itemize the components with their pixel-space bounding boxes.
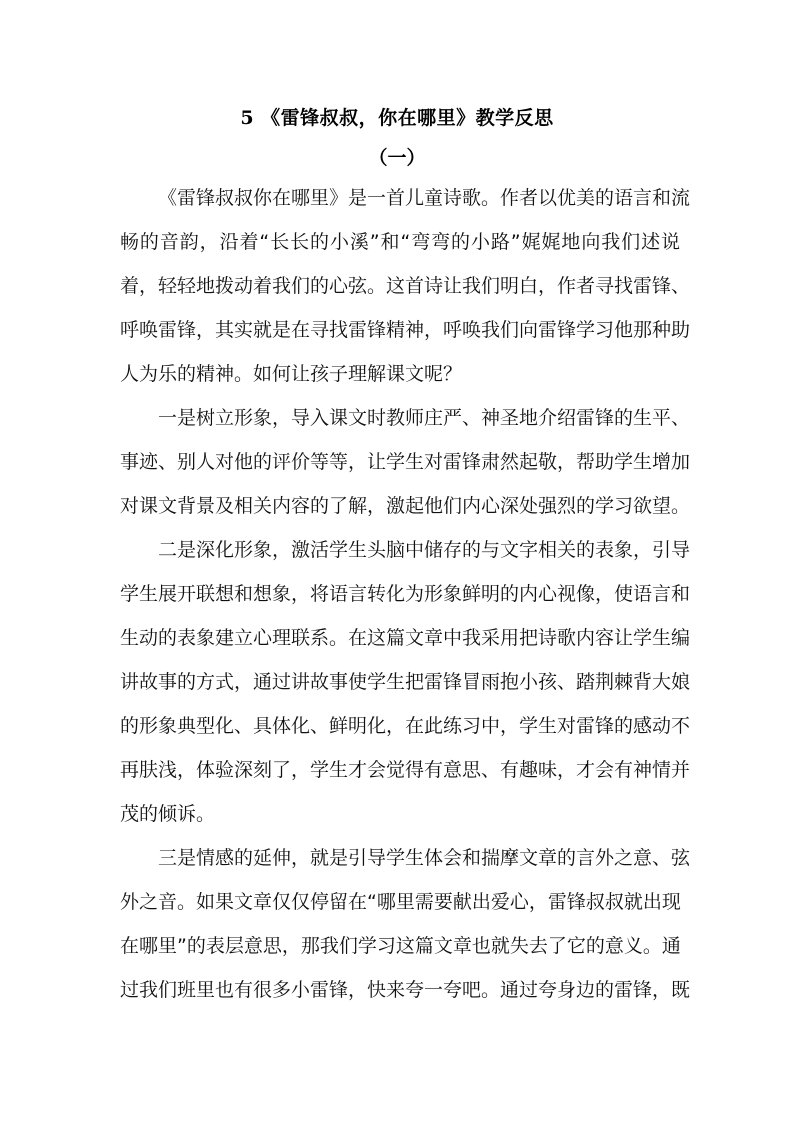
document-subtitle: （一） [368,147,426,169]
paragraph-3-line-7: 茂的倾诉。 [120,803,216,825]
paragraph-3-line-1: 二是深化形象，激活学生头脑中储存的与文字相关的表象，引导 [158,539,691,561]
paragraph-4-line-4: 过我们班里也有很多小雷锋，快来夸一夸吧。通过夸身边的雷锋，既 [120,979,691,1001]
paragraph-3-line-2: 学生展开联想和想象，将语言转化为形象鲜明的内心视像，使语言和 [120,583,691,605]
paragraph-2-line-3: 对课文背景及相关内容的了解，激起他们内心深处强烈的学习欲望。 [120,495,691,517]
paragraph-4-line-2: 外之音。如果文章仅仅停留在“哪里需要献出爱心，雷锋叔叔就出现 [120,891,681,913]
paragraph-2-line-2: 事迹、别人对他的评价等等，让学生对雷锋肃然起敬，帮助学生增加 [120,451,691,473]
paragraph-1-line-3: 着，轻轻地拨动着我们的心弦。这首诗让我们明白，作者寻找雷锋、 [120,275,691,297]
paragraph-1-line-5: 人为乐的精神。如何让孩子理解课文呢？ [120,363,463,385]
paragraph-1-line-1: 《雷锋叔叔你在哪里》是一首儿童诗歌。作者以优美的语言和流 [158,187,691,209]
paragraph-3-line-3: 生动的表象建立心理联系。在这篇文章中我采用把诗歌内容让学生编 [120,627,691,649]
paragraph-1-line-2: 畅的音韵，沿着“长长的小溪”和“弯弯的小路”娓娓地向我们述说 [120,231,680,253]
paragraph-3-line-6: 再肤浅，体验深刻了，学生才会觉得有意思、有趣味，才会有神情并 [120,759,691,781]
paragraph-3-line-5: 的形象典型化、具体化、鲜明化，在此练习中，学生对雷锋的感动不 [120,715,691,737]
paragraph-1-line-4: 呼唤雷锋，其实就是在寻找雷锋精神，呼唤我们向雷锋学习他那种助 [120,319,691,341]
paragraph-4-line-3: 在哪里”的表层意思，那我们学习这篇文章也就失去了它的意义。通 [120,935,681,957]
paragraph-2-line-1: 一是树立形象，导入课文时教师庄严、神圣地介绍雷锋的生平、 [158,407,691,429]
paragraph-4-line-1: 三是情感的延伸，就是引导学生体会和揣摩文章的言外之意、弦 [158,847,691,869]
paragraph-3-line-4: 讲故事的方式，通过讲故事使学生把雷锋冒雨抱小孩、踏荆棘背大娘 [120,671,691,693]
document-title: 5 《雷锋叔叔，你在哪里》教学反思 [240,107,554,129]
